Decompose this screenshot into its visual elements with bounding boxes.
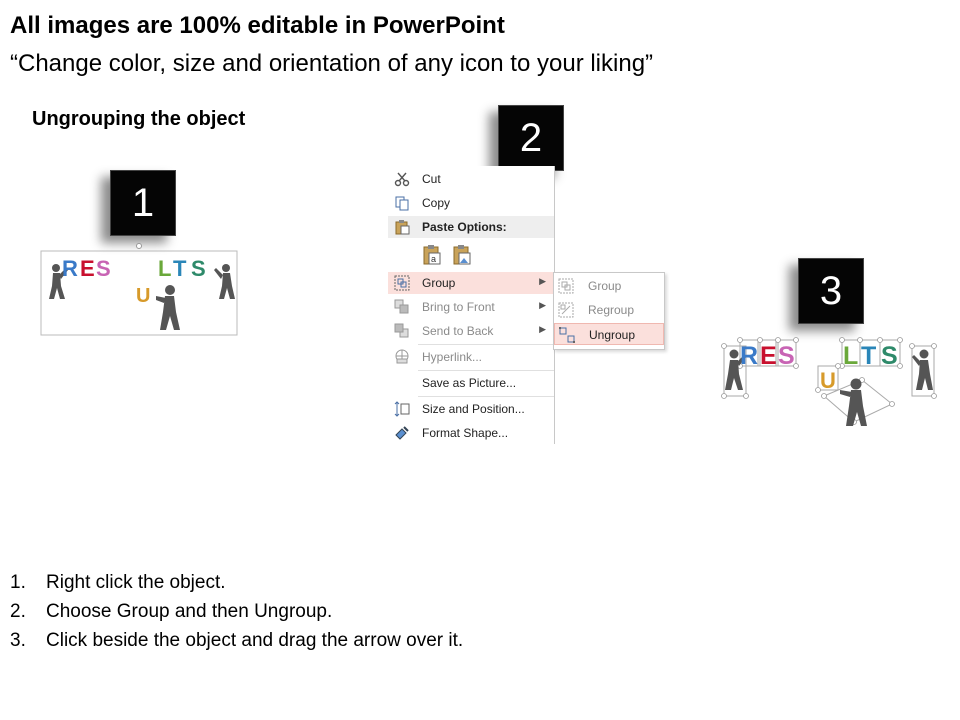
submenu-arrow-icon: ▶: [539, 276, 546, 286]
results-svg-grouped: [40, 250, 240, 336]
letter-r: R: [740, 342, 759, 370]
letter-u: U: [136, 285, 151, 307]
instruction-step-2: [10, 597, 463, 626]
menu-item-hyperlink[interactable]: [388, 346, 554, 368]
step-text: Right click the object.: [46, 572, 226, 593]
menu-item-label: Bring to Front: [422, 300, 495, 314]
letter-u: U: [820, 368, 836, 393]
menu-item-label: Copy: [422, 196, 451, 210]
letter-e: E: [760, 342, 777, 370]
step-text: Click beside the object and drag the arrow over it.: [46, 630, 464, 651]
group-icon: [394, 275, 410, 291]
menu-item-label: Group: [422, 276, 456, 290]
letter-t: T: [173, 256, 187, 281]
submenu-item-group[interactable]: [554, 275, 664, 297]
menu-divider: [418, 396, 554, 397]
instructions-list: [10, 568, 463, 655]
letter-e: E: [80, 256, 95, 281]
letter-r: R: [62, 256, 78, 281]
menu-item-send-to-back[interactable]: [388, 320, 554, 342]
menu-item-size-and-position[interactable]: [388, 398, 554, 420]
submenu-arrow-icon: ▶: [539, 324, 546, 334]
menu-divider: [418, 344, 554, 345]
menu-item-label: Cut: [422, 172, 441, 186]
step-badge-1: 1: [110, 170, 176, 236]
ungroup-icon: [559, 327, 575, 343]
submenu-item-label: Ungroup: [589, 328, 636, 342]
person-icon: [840, 379, 867, 427]
svg-text:a: a: [431, 254, 437, 264]
letter-l: L: [843, 342, 859, 370]
group-icon: [558, 278, 574, 294]
hyperlink-icon: [394, 349, 410, 365]
letter-s: S: [96, 256, 111, 281]
submenu-item-regroup[interactable]: [554, 299, 664, 321]
results-graphic-grouped[interactable]: [40, 250, 240, 336]
scissors-icon: [394, 171, 410, 187]
paste-picture-icon[interactable]: [452, 244, 472, 266]
menu-item-cut[interactable]: [388, 168, 554, 190]
menu-item-label: Size and Position...: [422, 402, 525, 416]
group-submenu: [553, 272, 665, 350]
bring-front-icon: [394, 299, 410, 315]
send-back-icon: [394, 323, 410, 339]
menu-item-label: Paste Options:: [422, 220, 507, 234]
menu-item-label: Format Shape...: [422, 426, 509, 440]
menu-item-bring-to-front[interactable]: [388, 296, 554, 318]
paste-option-buttons: [388, 240, 554, 270]
section-title: Ungrouping the object: [32, 108, 246, 130]
menu-item-format-shape[interactable]: [388, 422, 554, 444]
menu-item-copy[interactable]: [388, 192, 554, 214]
slide-subtitle: “Change color, size and orientation of any icon to your liking”: [10, 50, 654, 77]
step-number: 1.: [10, 572, 26, 593]
paste-keep-source-icon[interactable]: [422, 244, 442, 266]
letter-l: L: [158, 256, 172, 281]
regroup-icon: [558, 302, 574, 318]
person-icon: [912, 350, 933, 391]
step-number: 2.: [10, 601, 26, 622]
copy-icon: [394, 195, 410, 211]
submenu-item-label: Regroup: [588, 303, 635, 317]
step-text: Choose Group and then Ungroup.: [46, 601, 333, 622]
paste-icon: [394, 219, 410, 235]
menu-item-label: Hyperlink...: [422, 350, 483, 364]
slide-title: All images are 100% editable in PowerPoint: [10, 12, 505, 39]
menu-item-group[interactable]: [388, 272, 554, 294]
menu-divider: [418, 370, 554, 371]
person-icon: [156, 285, 180, 330]
results-graphic-ungrouped[interactable]: [712, 332, 944, 428]
menu-item-paste-options: [388, 216, 554, 238]
letter-s: S: [778, 342, 795, 370]
step-number: 3.: [10, 630, 26, 651]
person-icon: [214, 264, 235, 299]
menu-item-label: Send to Back: [422, 324, 494, 338]
instruction-step-3: [10, 626, 463, 655]
menu-item-save-as-picture[interactable]: [388, 372, 554, 394]
menu-item-label: Save as Picture...: [422, 376, 517, 390]
submenu-item-label: Group: [588, 279, 622, 293]
submenu-arrow-icon: ▶: [539, 300, 546, 310]
letter-s: S: [191, 256, 206, 281]
results-svg-ungrouped: [712, 332, 944, 428]
size-position-icon: [394, 401, 410, 417]
format-shape-icon: [394, 425, 410, 441]
letter-t: T: [861, 342, 877, 370]
context-menu: [388, 166, 555, 444]
step-badge-2: 2: [498, 105, 564, 171]
submenu-item-ungroup[interactable]: [554, 323, 664, 345]
step-badge-3: 3: [798, 258, 864, 324]
letter-s: S: [881, 342, 898, 370]
instruction-step-1: [10, 568, 463, 597]
